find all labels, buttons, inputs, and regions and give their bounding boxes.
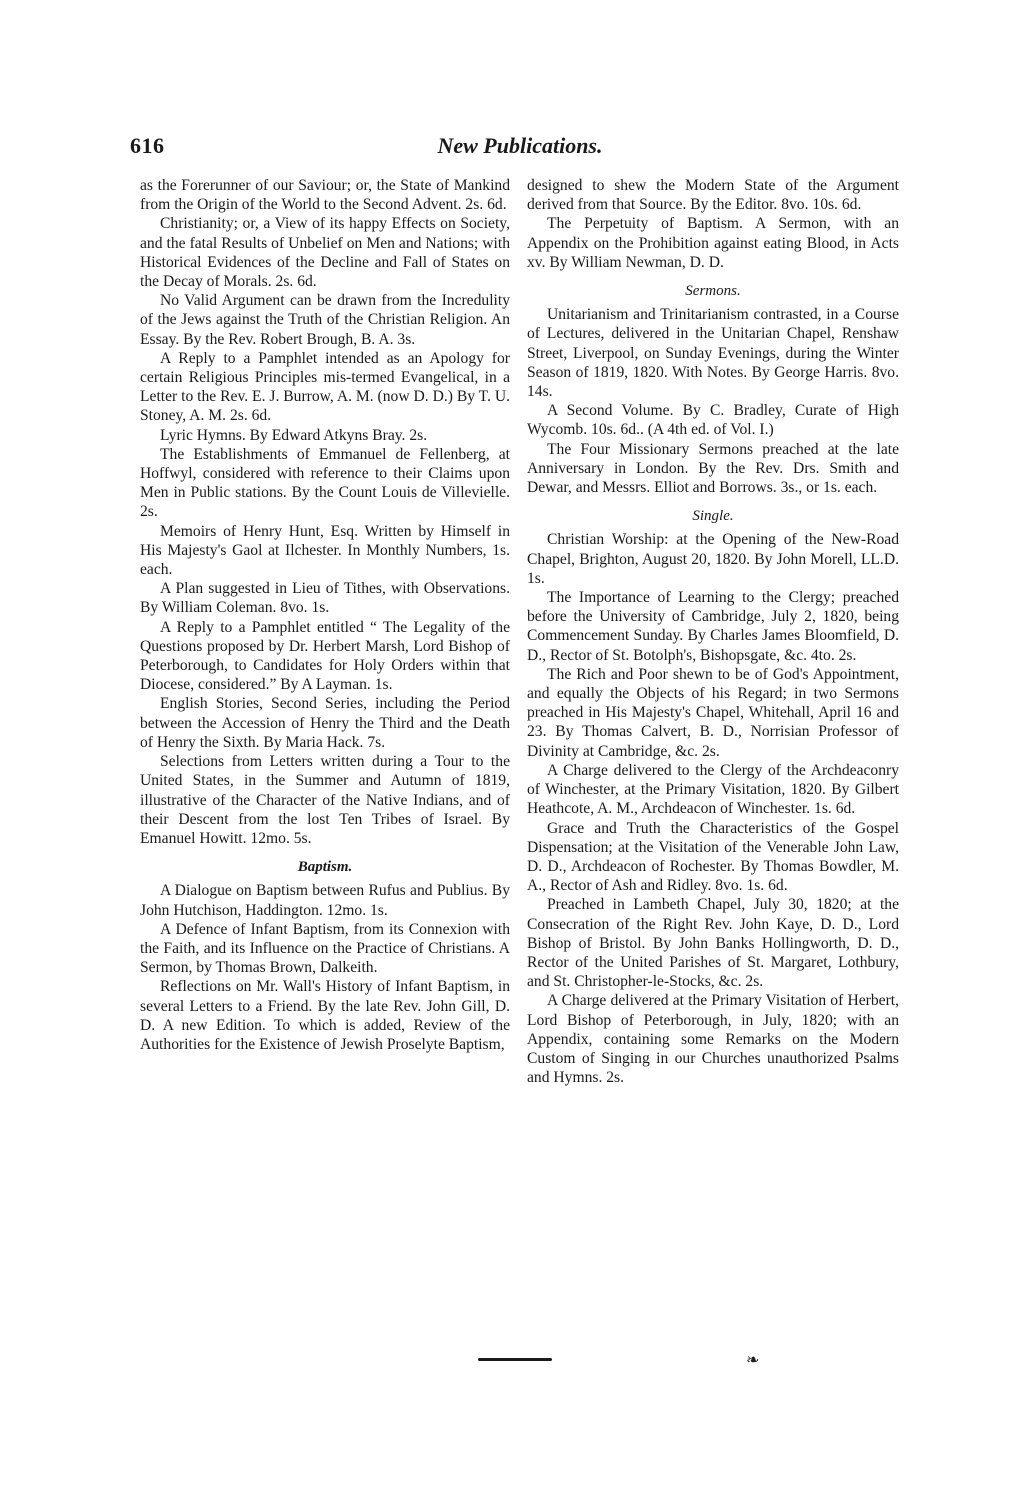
page-number: 616 [130, 133, 165, 158]
publication-entry: The Establishments of Emmanuel de Fellenberg, at Hoffwyl, considered with reference to their Claims upon Men in Public stations. By the Count Louis de Villevielle. 2s. [140, 445, 510, 521]
publication-entry: Grace and Truth the Characteristics of the Gospel Dispensation; at the Visitation of the Venerable John Law, D. D., Archdeacon of Rochester. By Thomas Bowdler, M. A., Rector of Ash and Ridley. 8vo. 1s. 6d. [527, 819, 899, 895]
publication-entry: Unitarianism and Trinitarianism contrasted, in a Course of Lectures, delivered in the Unitarian Chapel, Renshaw Street, Liverpool, on Sunday Evenings, during the Winter Season of 1819, 1820. With Notes. By George Harris. 8vo. 14s. [527, 306, 899, 401]
publication-entry: English Stories, Second Series, including the Period between the Accession of Henry the Third and the Death of Henry the Sixth. By Maria Hack. 7s. [140, 695, 510, 751]
publication-entry: No Valid Argument can be drawn from the Incredulity of the Jews against the Truth of the Christian Religion. An Essay. By the Rev. Robert Brough, B. A. 3s. [140, 292, 510, 348]
publication-entry: Christian Worship: at the Opening of the New-Road Chapel, Brighton, August 20, 1820. By John Morell, LL.D. 1s. [527, 531, 899, 587]
left-column [140, 176, 510, 1054]
section-heading: Single. [692, 508, 734, 525]
publication-entry: designed to shew the Modern State of the Argument derived from that Source. By the Editor. 8vo. 10s. 6d. [527, 177, 899, 214]
end-rule [478, 1358, 552, 1361]
page-header [130, 133, 900, 163]
section-heading: Baptism. [297, 859, 353, 876]
publication-entry: Christianity; or, a View of its happy Effects on Society, and the fatal Results of Unbelief on Men and Nations; with Historical Evidences of the Decline and Fall of States on the Decay of Morals. 2s. 6d. [140, 215, 510, 291]
publication-entry: A Reply to a Pamphlet entitled “ The Legality of the Questions proposed by Dr. Herbert Marsh, Lord Bishop of Peterborough, to Candidates for Holy Orders within that Diocese, considered.” By A Layman. 1s. [140, 618, 510, 694]
publication-entry: The Importance of Learning to the Clergy; preached before the University of Cambridge, July 2, 1820, being Commencement Sunday. By Charles James Bloomfield, D. D., Rector of St. Botolph's, Bishopsgate, &c. 4to. 2s. [527, 589, 899, 664]
publication-entry: The Rich and Poor shewn to be of God's Appointment, and equally the Objects of his Regard; in two Sermons preached in His Majesty's Chapel, Whitehall, April 16 and 23. By Thomas Calvert, B. D., Norrisian Professor of Divinity at Cambridge, &c. 2s. [527, 665, 899, 760]
publication-entry: A Charge delivered to the Clergy of the Archdeaconry of Winchester, at the Primary Visitation, 1820. By Gilbert Heathcote, A. M., Archdeacon of Winchester. 1s. 6d. [527, 761, 899, 818]
right-column [527, 176, 899, 1087]
publication-entry: A Charge delivered at the Primary Visitation of Herbert, Lord Bishop of Peterborough, in July, 1820; with an Appendix, containing some Remarks on the Modern Custom of Singing in our Churches unauthorized Psalms and Hymns. 2s. [527, 992, 899, 1087]
publication-entry: The Perpetuity of Baptism. A Sermon, with an Appendix on the Prohibition against eating Blood, in Acts xv. By William Newman, D. D. [527, 215, 899, 271]
printer-ornament-icon: ❧ [746, 1352, 760, 1369]
publication-entry: A Plan suggested in Lieu of Tithes, with Observations. By William Coleman. 8vo. 1s. [140, 580, 510, 617]
publication-entry: A Second Volume. By C. Bradley, Curate of High Wycomb. 10s. 6d.. (A 4th ed. of Vol. I.) [527, 402, 899, 439]
publication-entry: Reflections on Mr. Wall's History of Infant Baptism, in several Letters to a Friend. By the late Rev. John Gill, D. D. A new Edition. To which is added, Review of the Authorities for the Existence of Jewish Proselyte Baptism, [140, 978, 510, 1053]
publication-entry: A Dialogue on Baptism between Rufus and Publius. By John Hutchison, Haddington. 12mo. 1s. [140, 882, 510, 919]
publication-entry: as the Forerunner of our Saviour; or, the State of Mankind from the Origin of the World to the Second Advent. 2s. 6d. [140, 177, 510, 214]
publication-entry: A Reply to a Pamphlet intended as an Apology for certain Religious Principles mis-termed Evangelical, in a Letter to the Rev. E. J. Burrow, A. M. (now D. D.) By T. U. Stoney, A. M. 2s. 6d. [140, 349, 510, 425]
publication-entry: Lyric Hymns. By Edward Atkyns Bray. 2s. [160, 426, 428, 444]
publication-entry: Preached in Lambeth Chapel, July 30, 1820; at the Consecration of the Right Rev. John Kaye, D. D., Lord Bishop of Bristol. By John Banks Hollingworth, D. D., Rector of the United Parishes of St. Margaret, Lothbury, and St. Christopher-le-Stocks, &c. 2s. [527, 896, 899, 991]
publication-entry: Selections from Letters written during a Tour to the United States, in the Summer and Autumn of 1819, illustrative of the Character of the Native Indians, and of their Descent from the lost Ten Tribes of Israel. By Emanuel Howitt. 12mo. 5s. [140, 753, 510, 847]
publication-entry: The Four Missionary Sermons preached at the late Anniversary in London. By the Rev. Drs. Smith and Dewar, and Messrs. Elliot and Borrows. 3s., or 1s. each. [527, 440, 899, 497]
publication-entry: Memoirs of Henry Hunt, Esq. Written by Himself in His Majesty's Gaol at Ilchester. In Monthly Numbers, 1s. each. [140, 522, 510, 579]
section-heading: Sermons. [685, 283, 741, 300]
running-title: New Publications. [437, 133, 603, 158]
publication-entry: A Defence of Infant Baptism, from its Connexion with the Faith, and its Influence on the Practice of Christians. A Sermon, by Thomas Brown, Dalkeith. [140, 920, 510, 977]
